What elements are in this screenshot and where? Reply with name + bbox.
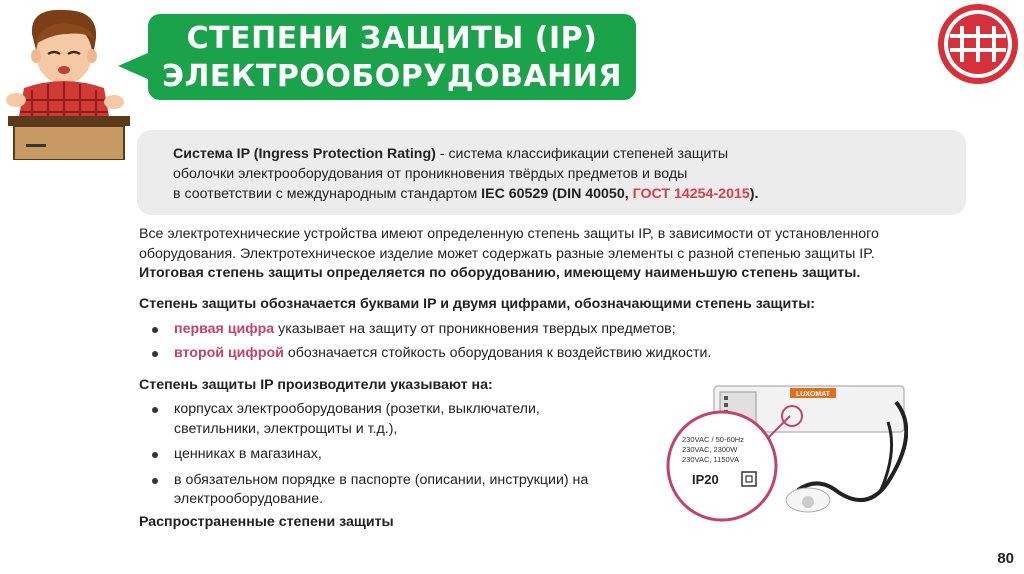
- speech-bubble-tail: [118, 52, 150, 80]
- paragraph1-line1: Все электротехнические устройства имеют определенную степень защиты IP, в зависимости от установленного: [139, 226, 879, 242]
- intro-text-1: - система классификации степеней защиты: [435, 146, 729, 162]
- product-brand: LUXOMAT: [795, 391, 831, 398]
- second-digit-text: обозначается стойкость оборудования к воздействию жидкости.: [283, 344, 712, 361]
- intro-text-3: в соответствии с международным стандартом: [173, 186, 482, 202]
- paragraph-ip-notation: Степень защиты обозначается буквами IP и двумя цифрами, обозначающими степень защиты:: [139, 296, 816, 312]
- common-protection-link[interactable]: Распространенные степени защиты: [139, 514, 394, 530]
- locations-list: [150, 400, 620, 516]
- teacher-character-illustration: [2, 4, 132, 160]
- list-item: [150, 344, 950, 364]
- rating-line-2: 230VAC, 2300W: [682, 445, 738, 454]
- list-item: ценниках в магазинах,: [150, 445, 620, 465]
- list-item: [150, 320, 950, 340]
- product-ip-label-illustration: [658, 372, 908, 522]
- rating-line-3: 230VAC, 1150VA: [682, 455, 740, 464]
- first-digit-text: указывает на защиту от проникновения твердых предметов;: [274, 321, 676, 337]
- title-line-2: ЭЛЕКТРООБОРУДОВАНИЯ: [161, 59, 622, 94]
- second-digit-link[interactable]: второй цифрой: [174, 344, 284, 361]
- page-number: 80: [997, 550, 1014, 567]
- intro-text-2: оболочки электрооборудования от проникновения твёрдых предметов и воды: [173, 166, 688, 182]
- rating-line-1: 230VAC / 50-60Hz: [682, 435, 744, 444]
- title-line-1: СТЕПЕНИ ЗАЩИТЫ (IP): [186, 21, 598, 56]
- paragraph-ip-general: [139, 225, 939, 284]
- ip-rating-text: IP20: [692, 472, 719, 487]
- first-digit-link[interactable]: первая цифра: [174, 321, 275, 337]
- intro-end: ).: [749, 186, 759, 202]
- slide-title: [148, 14, 636, 100]
- ip-term: Система IP (Ingress Protection Rating): [173, 146, 436, 162]
- paragraph-ip-locations: Степень защиты IP производители указывают на:: [139, 377, 493, 393]
- ip-definition-box: [137, 130, 966, 215]
- list-item: корпусах электрооборудования (розетки, выключатели, светильники, электрощиты и т.д.),: [150, 400, 620, 439]
- paragraph1-line3: Итоговая степень защиты определяется по оборудованию, имеющему наименьшую степень защиты.: [139, 265, 861, 281]
- digits-list: [150, 320, 950, 367]
- paragraph1-line2: оборудования. Электротехническое изделие может содержать разные элементы с разной степенью защиты IP.: [139, 245, 875, 262]
- list-item: в обязательном порядке в паспорте (описании, инструкции) на электрооборудование.: [150, 471, 620, 510]
- company-logo: [936, 2, 1020, 86]
- gost-link[interactable]: ГОСТ 14254-2015: [632, 186, 750, 202]
- standard-reference: IEC 60529 (DIN 40050,: [481, 186, 629, 202]
